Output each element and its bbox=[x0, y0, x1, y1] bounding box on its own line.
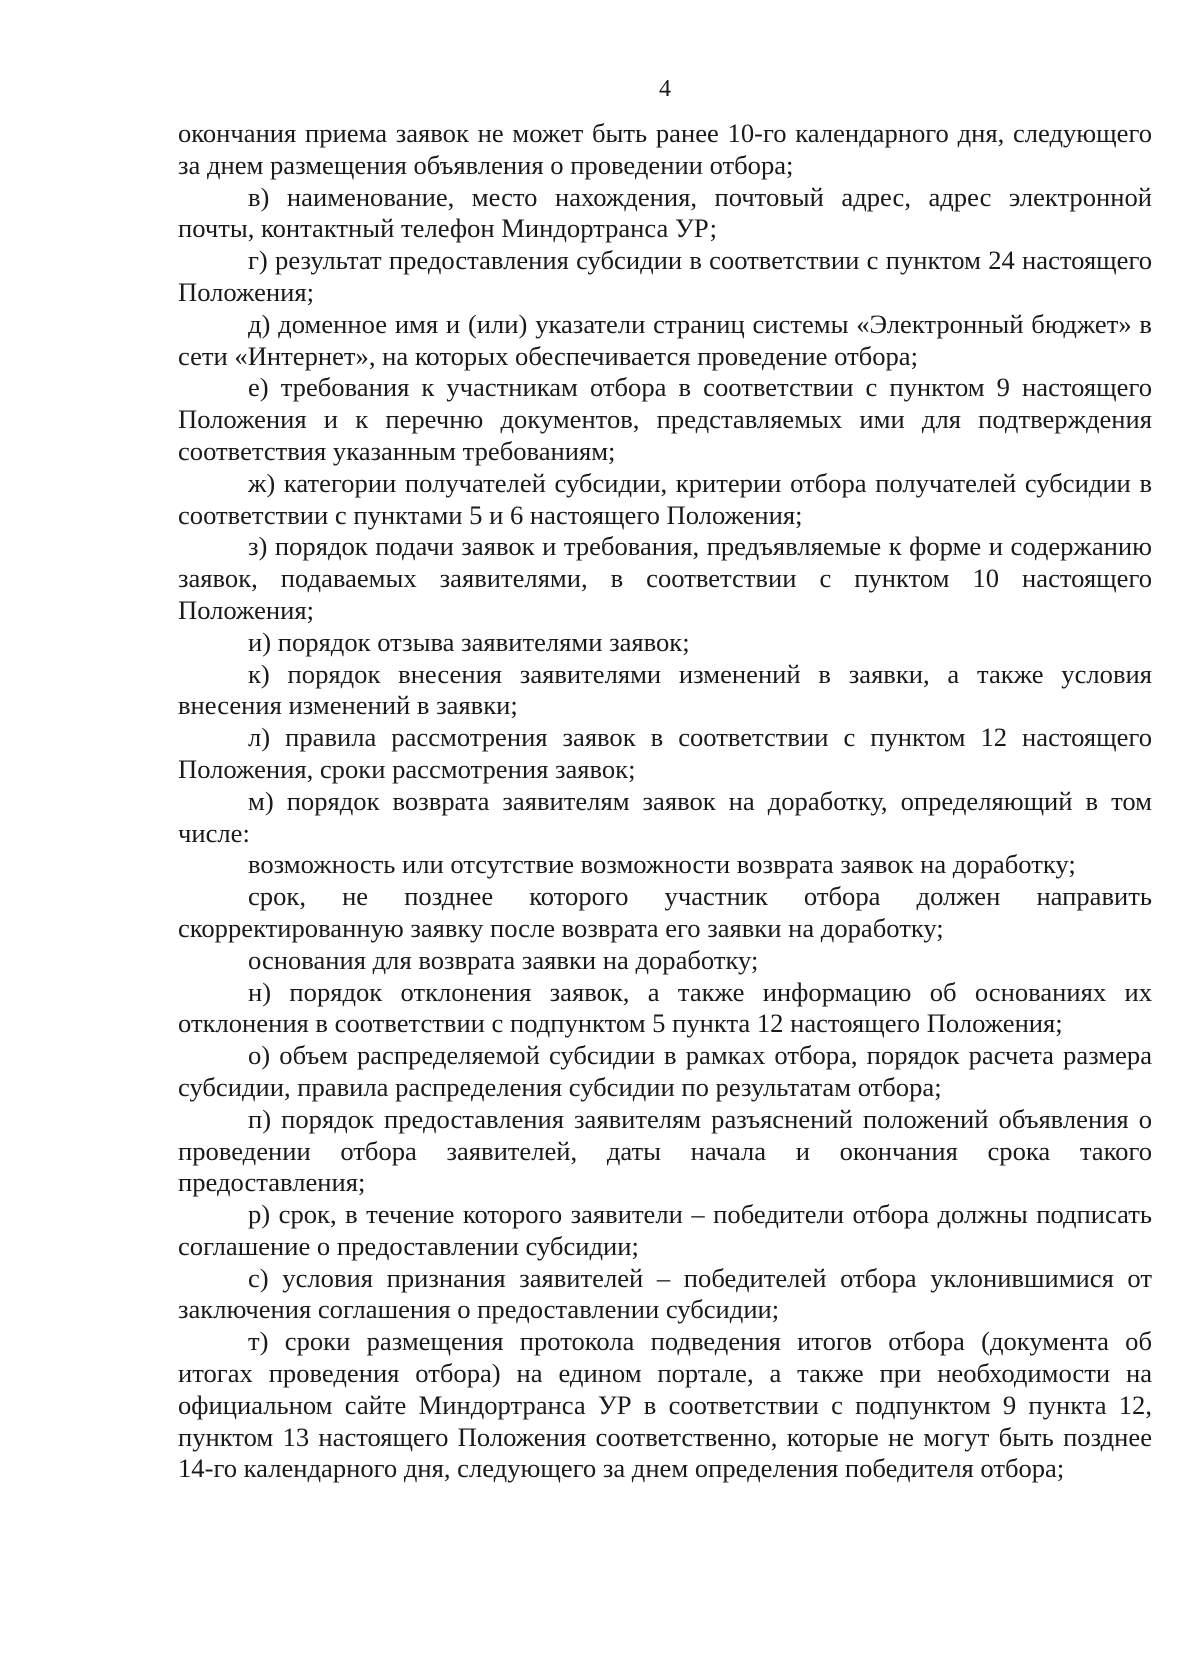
paragraph-item-o: о) объем распределяемой субсидии в рамках отбора, порядок расчета размера субсидии, правила распределения субсидии по результатам отбора; bbox=[178, 1040, 1152, 1102]
paragraph-item-g: г) результат предоставления субсидии в соответствии с пунктом 24 настоящего Положения; bbox=[178, 245, 1152, 307]
paragraph-item-d: д) доменное имя и (или) указатели страниц системы «Электронный бюджет» в сети «Интернет», на которых обеспечивается проведение отбора; bbox=[178, 308, 1152, 371]
paragraph-item-zh: ж) категории получателей субсидии, критерии отбора получателей субсидии в соответствии с пунктами 5 и 6 настоящего Положения; bbox=[178, 467, 1152, 530]
paragraph-item-r: р) срок, в течение которого заявители – победители отбора должны подписать соглашение о предоставлении субсидии; bbox=[178, 1199, 1152, 1261]
paragraph-subitem-possibility: возможность или отсутствие возможности возврата заявок на доработку; bbox=[248, 849, 1076, 880]
paragraph-item-i: и) порядок отзыва заявителями заявок; bbox=[248, 626, 690, 657]
document-body bbox=[178, 118, 1152, 1485]
paragraph-item-s: с) условия признания заявителей – победителей отбора уклонившимися от заключения соглашения о предоставлении субсидии; bbox=[178, 1262, 1152, 1325]
paragraph-subitem-grounds: основания для возврата заявки на доработку; bbox=[248, 944, 759, 975]
paragraph-item-n: н) порядок отклонения заявок, а также информацию об основаниях их отклонения в соответствии с подпунктом 5 пункта 12 настоящего Положения; bbox=[178, 976, 1152, 1039]
page-number: 4 bbox=[659, 76, 671, 102]
paragraph-continuation: окончания приема заявок не может быть ранее 10-го календарного дня, следующего за днем размещения объявления о проведении отбора; bbox=[178, 118, 1152, 180]
paragraph-item-v: в) наименование, место нахождения, почтовый адрес, адрес электронной почты, контактный телефон Миндортранса УР; bbox=[178, 181, 1152, 244]
paragraph-item-e: е) требования к участникам отбора в соответствии с пунктом 9 настоящего Положения и к перечню документов, представляемых ими для подтверждения соответствия указанным требованиям; bbox=[178, 372, 1152, 466]
paragraph-item-t: т) сроки размещения протокола подведения итогов отбора (документа об итогах проведения отбора) на едином портале, а также при необходимости на официальном сайте Миндортранса УР в соответствии с подпунктом 9 пункта 12, пунктом 13 настоящего Положения соответственно, которые не могут быть позднее 14-го календарного дня, следующего за днем определения победителя отбора; bbox=[178, 1326, 1152, 1484]
paragraph-item-p: п) порядок предоставления заявителям разъяснений положений объявления о проведении отбора заявителей, даты начала и окончания срока такого предоставления; bbox=[178, 1103, 1152, 1198]
paragraph-item-m: м) порядок возврата заявителям заявок на доработку, определяющий в том числе: bbox=[178, 785, 1152, 848]
paragraph-item-l: л) правила рассмотрения заявок в соответствии с пунктом 12 настоящего Положения, сроки рассмотрения заявок; bbox=[178, 722, 1152, 784]
paragraph-item-k: к) порядок внесения заявителями изменений в заявки, а также условия внесения изменений в заявки; bbox=[178, 658, 1152, 721]
paragraph-item-z: з) порядок подачи заявок и требования, предъявляемые к форме и содержанию заявок, подаваемых заявителями, в соответствии с пунктом 10 настоящего Положения; bbox=[178, 531, 1152, 625]
paragraph-subitem-deadline: срок, не позднее которого участник отбора должен направить скорректированную заявку после возврата его заявки на доработку; bbox=[178, 881, 1152, 943]
